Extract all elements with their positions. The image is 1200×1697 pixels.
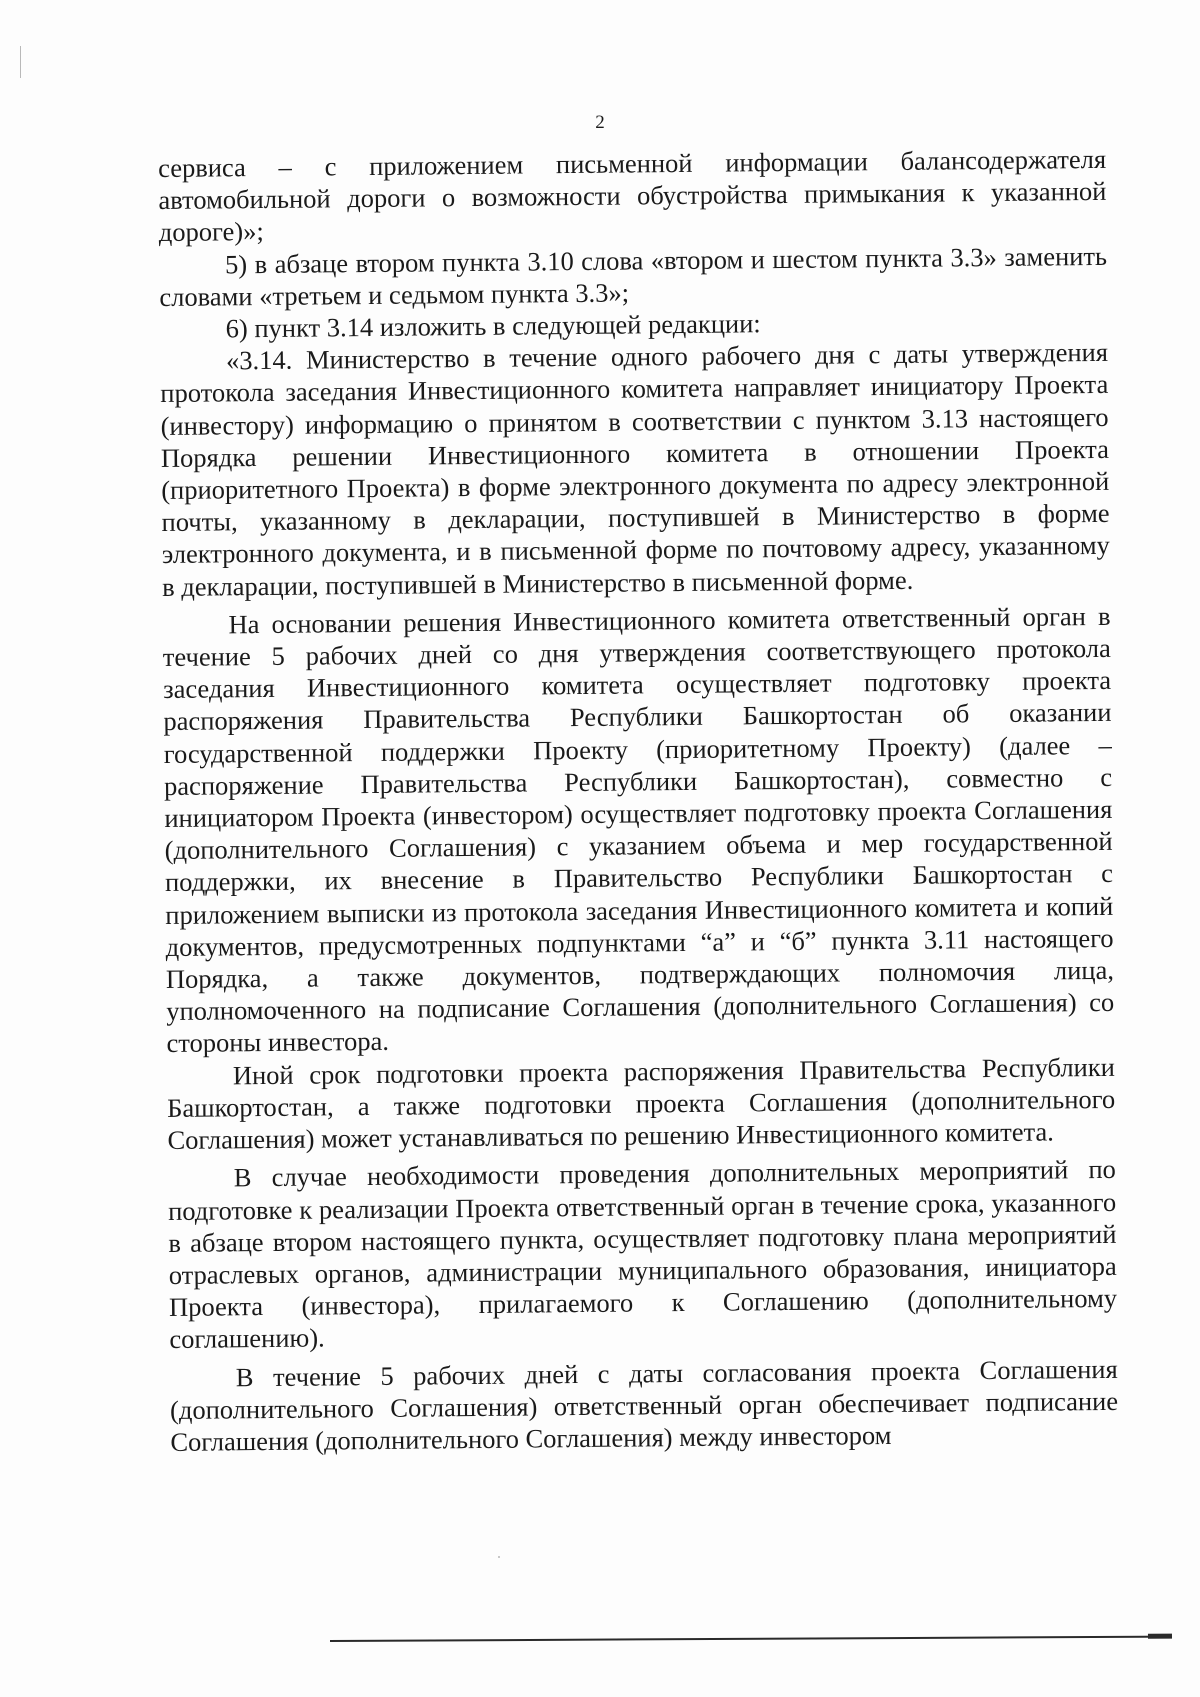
paragraph-item-5: 5) в абзаце втором пункта 3.10 слова «втором и шестом пункта 3.3» заменить словами «третьем и седьмом пункта 3.3»;: [159, 240, 1108, 312]
bottom-scan-line: [330, 1636, 1172, 1642]
paragraph-clause-3-14: «3.14. Министерство в течение одного рабочего дня с даты утверждения протокола заседания Инвестиционного комитета направляет инициатору Проекта (инвестору) информацию о принятом в соответствии с пунктом 3.13 настоящего Порядка решении Инвестиционного комитета в отношении Проекта (приоритетного Проекта) в форме электронного документа по адресу электронной почты, указанному в декларации, поступившей в Министерство в форме электронного документа, и в письменной форме по почтовому адресу, указанному в декларации, поступившей в Министерство в письменной форме.: [160, 337, 1110, 602]
paragraph-item-6: 6) пункт 3.14 изложить в следующей редакции:: [225, 308, 761, 344]
document-body: [158, 143, 1118, 1458]
scan-edge-mark: [20, 46, 21, 78]
paragraph-signing: В течение 5 рабочих дней с даты согласования проекта Соглашения (дополнительного Соглашения) ответственный орган обеспечивает подписание Соглашения (дополнительного Соглашения) между инвестором: [169, 1353, 1119, 1457]
paragraph-additional-measures: В случае необходимости проведения дополнительных мероприятий по подготовке к реализации Проекта ответственный орган в течение срока, указанного в абзаце втором настоящего пункта, осуществляет подготовку плана мероприятий отраслевых органов, администрации муниципального образования, инициатора Проекта (инвестора), прилагаемого к Соглашению (дополнительному соглашению).: [168, 1154, 1118, 1355]
scan-speck: [498, 1556, 500, 1558]
paragraph-basis-decision: На основании решения Инвестиционного комитета ответственный орган в течение 5 рабочих дней со дня утверждения соответствующего протокола заседания Инвестиционного комитета осуществляет подготовку проекта распоряжения Правительства Республики Башкортостан об оказании государственной поддержки Проекту (приоритетному Проекту) (далее – распоряжение Правительства Республики Башкортостан), совместно с инициатором Проекта (инвестором) осуществляет подготовку проекта Соглашения (дополнительного Соглашения) с указанием объема и мер государственной поддержки, их внесение в Правительство Республики Башкортостан с приложением выписки из протокола заседания Инвестиционного комитета и копий документов, предусмотренных подпунктами “а” и “б” пункта 3.11 настоящего Порядка, а также документов, подтверждающих полномочия лица, уполномоченного на подписание Соглашения (дополнительного Соглашения) со стороны инвестора.: [162, 600, 1115, 1059]
page-number: 2: [595, 112, 605, 133]
paragraph-other-term: Иной срок подготовки проекта распоряжения Правительства Республики Башкортостан, а также подготовки проекта Соглашения (дополнительного Соглашения) может устанавливаться по решению Инвестиционного комитета.: [167, 1051, 1116, 1156]
paragraph-continuation: сервиса – с приложением письменной информации балансодержателя автомобильной дороги о возможности обустройства примыкания к указанной дороге)»;: [158, 143, 1107, 248]
